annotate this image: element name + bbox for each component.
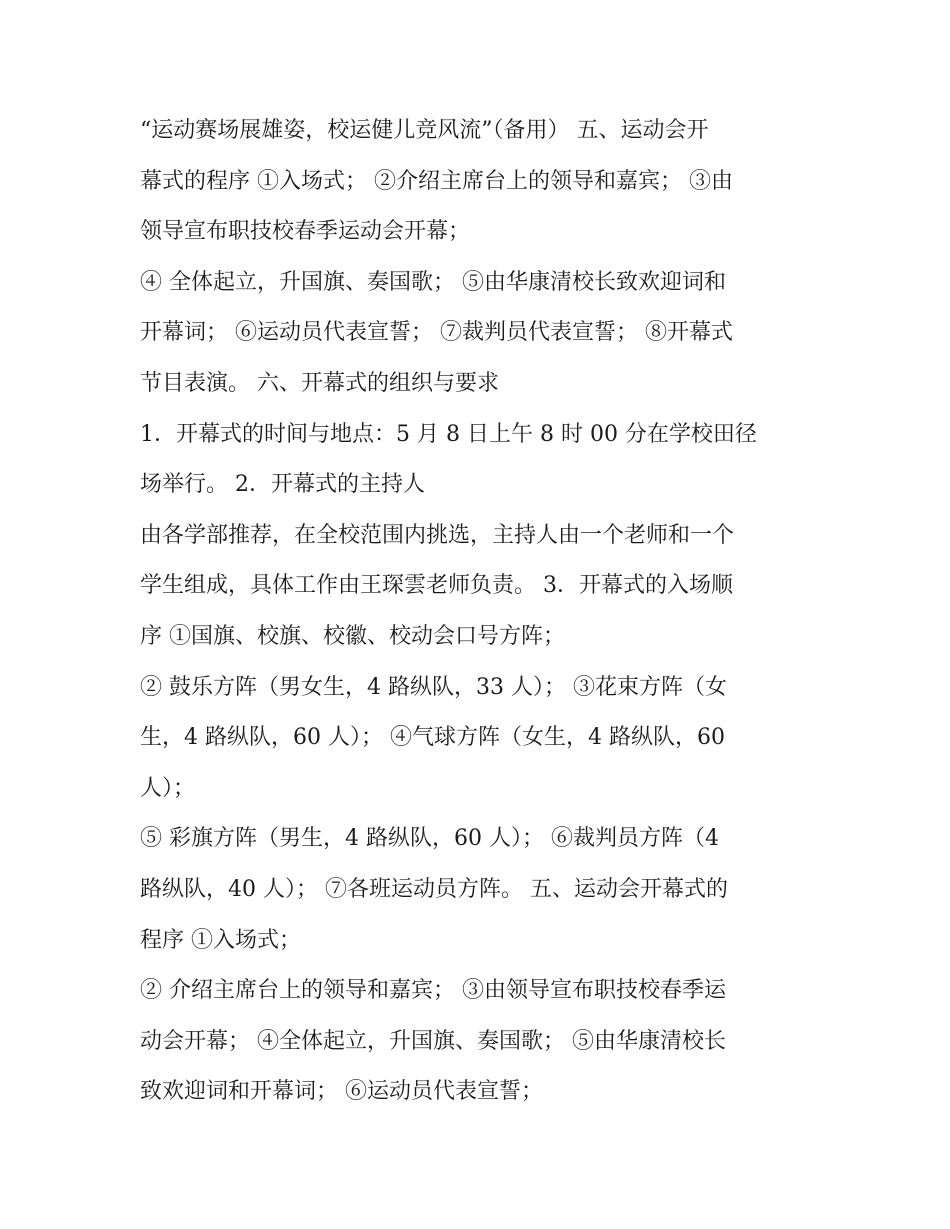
text-line: ⑤ 彩旗方阵（男生，4 路纵队，60 人）； ⑥裁判员方阵（4 [140,826,719,852]
text-line: ④ 全体起立，升国旗、奏国歌； ⑤由华康清校长致欢迎词和 [140,269,726,295]
text-line: 程序 ①入场式； [140,927,301,953]
text-line: 学生组成，具体工作由王琛雲老师负责。 3．开幕式的入场顺 [140,573,733,599]
text-line: 致欢迎词和开幕词； ⑥运动员代表宣誓； [140,1079,543,1105]
text-line: 幕式的程序 ①入场式； ②介绍主席台上的领导和嘉宾； ③由 [140,168,733,194]
document-body [140,106,820,1118]
text-line: 场举行。 2．开幕式的主持人 [140,472,425,498]
text-line: 领导宣布职技校春季运动会开幕； [140,219,471,245]
text-line: 序 ①国旗、校旗、校徽、校动会口号方阵； [140,623,565,649]
text-line: 由各学部推荐，在全校范围内挑选，主持人由一个老师和一个 [140,522,735,548]
text-line: 节目表演。 六、开幕式的组织与要求 [140,370,499,396]
text-line: “运动赛场展雄姿，校运健儿竞风流”（备用） 五、运动会开 [140,118,709,143]
text-line: 生，4 路纵队，60 人）； ④气球方阵（女生，4 路纵队，60 [140,725,725,751]
text-line: 人）； [140,775,196,801]
text-line: 动会开幕； ④全体起立，升国旗、奏国歌； ⑤由华康清校长 [140,1028,726,1054]
text-line: ② 介绍主席台上的领导和嘉宾； ③由领导宣布职技校春季运 [140,978,726,1004]
text-line: 路纵队，40 人）； ⑦各班运动员方阵。 五、运动会开幕式的 [140,876,728,902]
text-line: 开幕词； ⑥运动员代表宣誓； ⑦裁判员代表宣誓； ⑧开幕式 [140,320,733,346]
text-line: 1．开幕式的时间与地点：5 月 8 日上午 8 时 00 分在学校田径 [140,421,757,447]
text-line: ② 鼓乐方阵（男女生，4 路纵队，33 人）； ③花束方阵（女 [140,674,727,700]
